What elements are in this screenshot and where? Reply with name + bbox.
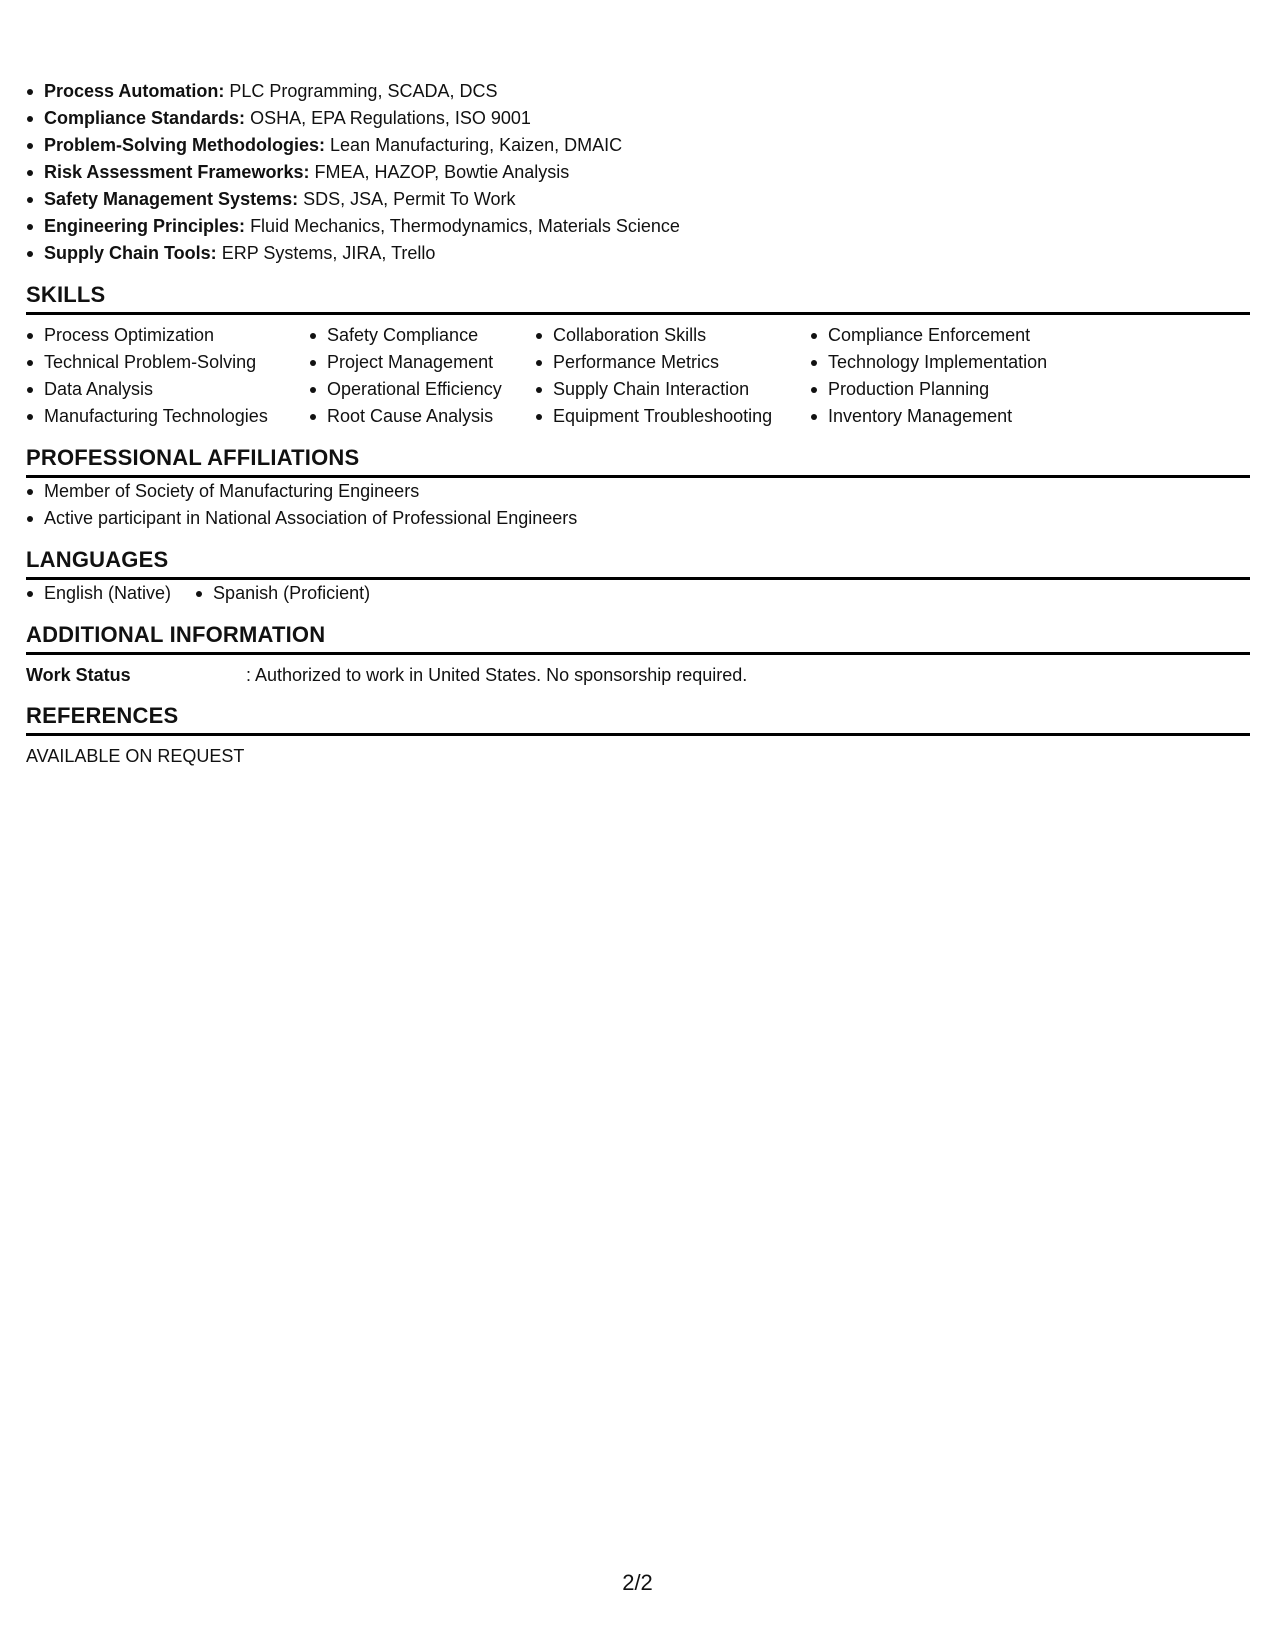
- item-value: OSHA, EPA Regulations, ISO 9001: [250, 108, 531, 128]
- language-item: English (Native): [26, 580, 171, 607]
- skill-item: Project Management: [309, 349, 535, 376]
- item-label: Engineering Principles:: [44, 216, 246, 236]
- section-title-references: REFERENCES: [26, 702, 1250, 736]
- skills-column: [810, 322, 1110, 430]
- item-value: ERP Systems, JIRA, Trello: [221, 243, 436, 263]
- item-value: PLC Programming, SCADA, DCS: [229, 81, 498, 101]
- work-status-label: Work Status: [26, 665, 131, 685]
- resume-content: [26, 78, 1250, 769]
- list-item: [26, 105, 1250, 132]
- skill-item: Collaboration Skills: [535, 322, 810, 349]
- affiliations-section: [26, 444, 1250, 532]
- list-item: [26, 159, 1250, 186]
- affiliation-item: Member of Society of Manufacturing Engineers: [26, 478, 1250, 505]
- section-title-affiliations: PROFESSIONAL AFFILIATIONS: [26, 444, 1250, 478]
- skill-item: Manufacturing Technologies: [26, 403, 309, 430]
- skills-grid: [26, 322, 1250, 430]
- skill-item: Safety Compliance: [309, 322, 535, 349]
- skills-section: [26, 281, 1250, 430]
- technical-tools-list: [26, 78, 1250, 267]
- affiliations-list: [26, 478, 1250, 532]
- list-item: [26, 78, 1250, 105]
- skill-item: Performance Metrics: [535, 349, 810, 376]
- page-number: 2/2: [622, 1570, 653, 1595]
- item-value: FMEA, HAZOP, Bowtie Analysis: [314, 162, 570, 182]
- list-item: [26, 132, 1250, 159]
- skill-item: Technical Problem-Solving: [26, 349, 309, 376]
- skill-item: Technology Implementation: [810, 349, 1110, 376]
- section-title-languages: LANGUAGES: [26, 546, 1250, 580]
- item-label: Safety Management Systems:: [44, 189, 299, 209]
- languages-list: [26, 580, 1250, 607]
- skill-item: Inventory Management: [810, 403, 1110, 430]
- list-item: [26, 213, 1250, 240]
- affiliation-item: Active participant in National Association of Professional Engineers: [26, 505, 1250, 532]
- item-value: SDS, JSA, Permit To Work: [303, 189, 516, 209]
- skill-item: Compliance Enforcement: [810, 322, 1110, 349]
- work-status-value: : Authorized to work in United States. No sponsorship required.: [246, 665, 748, 685]
- references-section: [26, 702, 1250, 769]
- item-label: Risk Assessment Frameworks:: [44, 162, 310, 182]
- languages-section: [26, 546, 1250, 607]
- skill-item: Process Optimization: [26, 322, 309, 349]
- section-title-skills: SKILLS: [26, 281, 1250, 315]
- references-text: AVAILABLE ON REQUEST: [26, 746, 245, 766]
- skills-column: [535, 322, 810, 430]
- skills-column: [309, 322, 535, 430]
- skill-item: Supply Chain Interaction: [535, 376, 810, 403]
- list-item: [26, 186, 1250, 213]
- skills-column: [26, 322, 309, 430]
- work-status-row: [26, 662, 1250, 688]
- skill-item: Equipment Troubleshooting: [535, 403, 810, 430]
- skill-item: Root Cause Analysis: [309, 403, 535, 430]
- section-title-additional-info: ADDITIONAL INFORMATION: [26, 621, 1250, 655]
- skill-item: Operational Efficiency: [309, 376, 535, 403]
- item-label: Supply Chain Tools:: [44, 243, 217, 263]
- item-label: Compliance Standards:: [44, 108, 246, 128]
- item-label: Process Automation:: [44, 81, 225, 101]
- item-label: Problem-Solving Methodologies:: [44, 135, 326, 155]
- skill-item: Production Planning: [810, 376, 1110, 403]
- skill-item: Data Analysis: [26, 376, 309, 403]
- item-value: Fluid Mechanics, Thermodynamics, Materials Science: [250, 216, 680, 236]
- language-item: Spanish (Proficient): [195, 580, 370, 607]
- item-value: Lean Manufacturing, Kaizen, DMAIC: [330, 135, 623, 155]
- additional-info-section: [26, 621, 1250, 688]
- list-item: [26, 240, 1250, 267]
